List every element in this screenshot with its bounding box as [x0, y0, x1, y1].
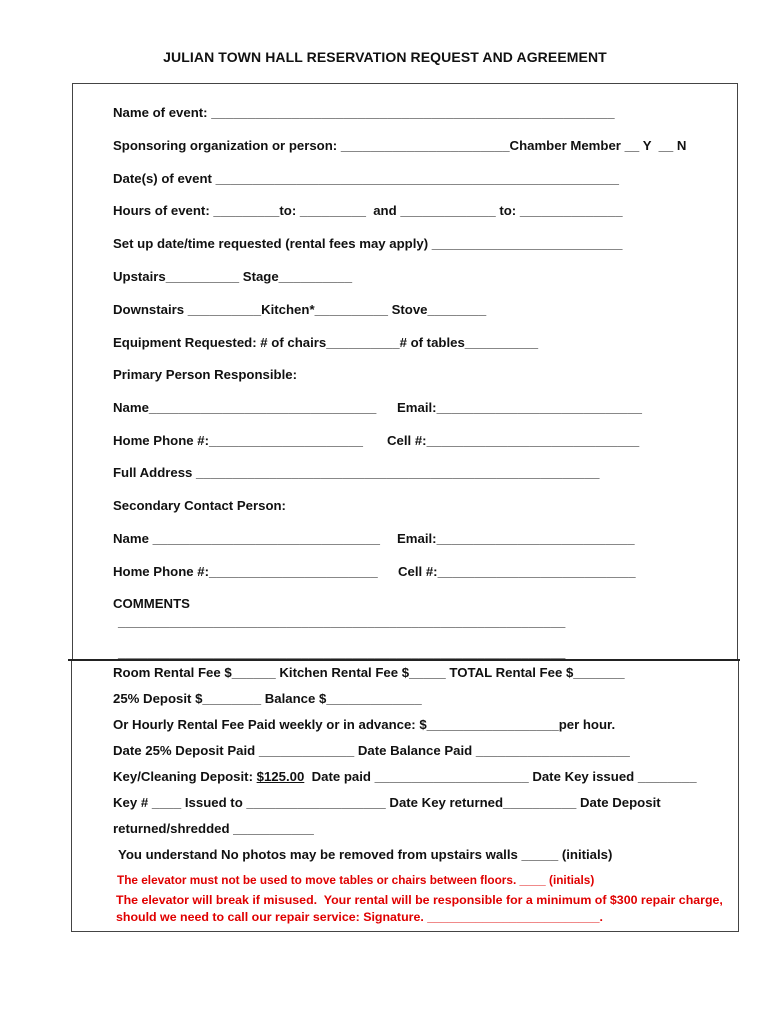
secondary-email-field[interactable]: Email:___________________________	[397, 531, 635, 546]
primary-cell-field[interactable]: Cell #:_____________________________	[387, 433, 640, 448]
full-address-field[interactable]: Full Address _______________________________________________________	[113, 465, 600, 480]
key-deposit-amount: $125.00	[256, 769, 305, 784]
primary-home-phone-field[interactable]: Home Phone #:_____________________	[113, 433, 364, 448]
deposit-balance-field[interactable]: 25% Deposit $________ Balance $_____________	[113, 691, 422, 706]
returned-shredded-field[interactable]: returned/shredded ___________	[113, 821, 314, 836]
signature-field[interactable]: should we need to call our repair service: Signature. _________________________.	[116, 910, 603, 924]
equipment-requested-field[interactable]: Equipment Requested: # of chairs__________# of tables__________	[113, 335, 539, 350]
primary-person-heading: Primary Person Responsible:	[113, 367, 297, 382]
primary-email-field[interactable]: Email:____________________________	[397, 400, 642, 415]
hourly-fee-field[interactable]: Or Hourly Rental Fee Paid weekly or in advance: $__________________per hour.	[113, 717, 616, 732]
comments-line[interactable]: _____________________________________________________________	[118, 645, 566, 660]
key-issued-field[interactable]: Key # ____ Issued to ___________________ Date Key returned__________ Date Deposit	[113, 795, 661, 810]
elevator-warning: The elevator will break if misused. Your rental will be responsible for a minimum of $300 repair charge,	[116, 893, 723, 907]
secondary-home-phone-field[interactable]: Home Phone #:_______________________	[113, 564, 378, 579]
elevator-note[interactable]: The elevator must not be used to move tables or chairs between floors. ____ (initials)	[117, 873, 595, 887]
downstairs-kitchen-stove-field[interactable]: Downstairs __________Kitchen*__________ Stove________	[113, 302, 487, 317]
rental-fee-field[interactable]: Room Rental Fee $______ Kitchen Rental Fee $_____ TOTAL Rental Fee $_______	[113, 665, 625, 680]
comments-label: COMMENTS	[113, 596, 190, 611]
upstairs-stage-field[interactable]: Upstairs__________ Stage__________	[113, 269, 353, 284]
secondary-name-field[interactable]: Name _______________________________	[113, 531, 380, 546]
photos-initials-field[interactable]: You understand No photos may be removed from upstairs walls _____ (initials)	[118, 847, 613, 862]
sponsoring-organization-field[interactable]: Sponsoring organization or person: _______________________Chamber Member __ Y __ N	[113, 138, 687, 153]
deposit-dates-field[interactable]: Date 25% Deposit Paid _____________ Date Balance Paid _____________________	[113, 743, 630, 758]
secondary-cell-field[interactable]: Cell #:___________________________	[398, 564, 636, 579]
secondary-contact-heading: Secondary Contact Person:	[113, 498, 286, 513]
key-cleaning-deposit-row[interactable]	[113, 769, 697, 785]
primary-name-field[interactable]: Name_______________________________	[113, 400, 377, 415]
hours-of-event-field[interactable]: Hours of event: _________to: _________ and _____________ to: ______________	[113, 203, 623, 218]
setup-datetime-field[interactable]: Set up date/time requested (rental fees may apply) __________________________	[113, 236, 623, 251]
name-of-event-field[interactable]: Name of event: _______________________________________________________	[113, 105, 615, 120]
key-deposit-label: Key/Cleaning Deposit:	[113, 769, 257, 784]
form-title: JULIAN TOWN HALL RESERVATION REQUEST AND AGREEMENT	[163, 49, 607, 65]
event-dates-field[interactable]: Date(s) of event _______________________________________________________	[113, 171, 619, 186]
key-deposit-dates[interactable]: Date paid _____________________ Date Key issued ________	[304, 769, 697, 784]
comments-line[interactable]: _____________________________________________________________	[118, 614, 566, 629]
